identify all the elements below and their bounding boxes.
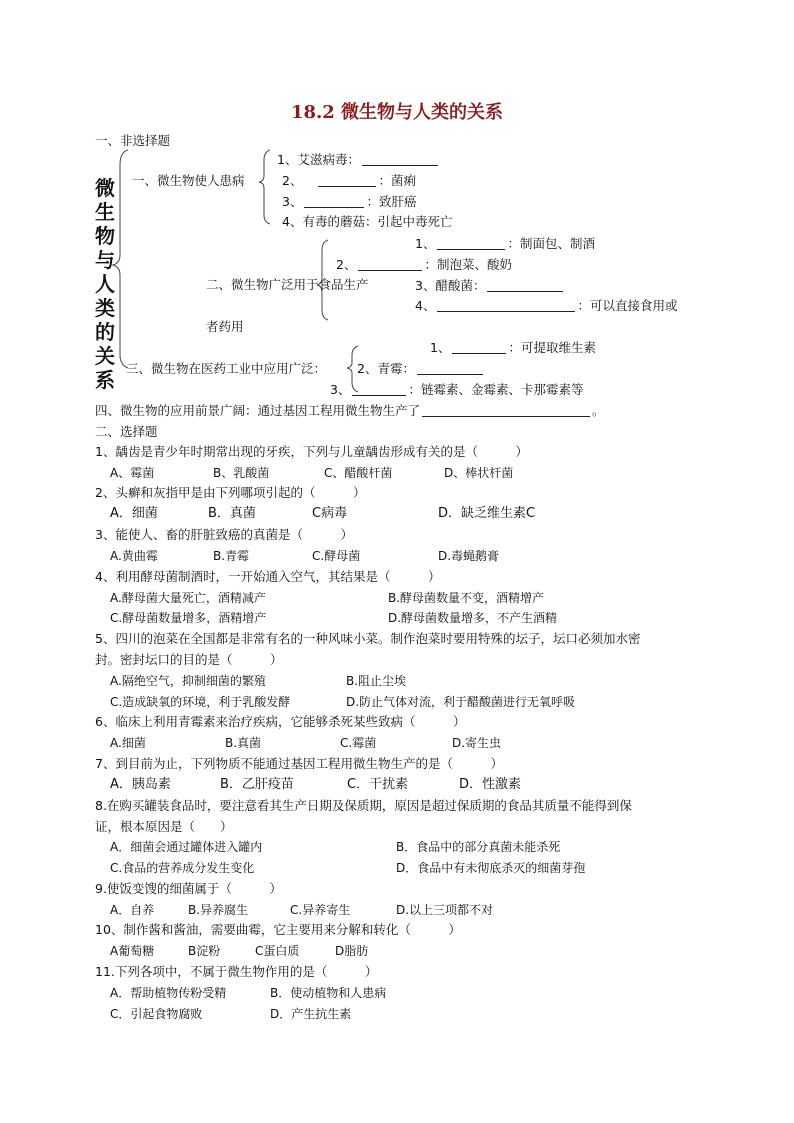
- answer-blank[interactable]: [352, 383, 406, 396]
- option-a[interactable]: A.细菌: [110, 736, 146, 750]
- option-b[interactable]: B．使动植物和人患病: [270, 986, 387, 1000]
- vertical-char: 生: [95, 200, 115, 224]
- option-c[interactable]: C.造成缺氧的环境，利于乳酸发酵: [110, 695, 291, 709]
- question-stem: 7、到目前为止，下列物质不能通过基因工程用微生物生产的是（ ）: [95, 756, 503, 771]
- vertical-char: 系: [95, 368, 115, 392]
- option-a[interactable]: A葡萄糖: [110, 944, 155, 958]
- answer-blank[interactable]: [452, 341, 506, 354]
- option-d[interactable]: D.酵母菌数量增多，不产生酒精: [388, 611, 558, 625]
- option-a[interactable]: A．细菌: [110, 506, 158, 521]
- answer-blank[interactable]: [437, 237, 505, 250]
- question-stem: 1、龋齿是青少年时期常出现的牙疾，下列与儿童龋齿形成有关的是（ ）: [95, 444, 528, 459]
- g3-item1: 1、 ：可提取维生素: [430, 340, 596, 355]
- vertical-char: 与: [95, 248, 115, 272]
- option-a[interactable]: A、霉菌: [110, 466, 155, 480]
- vertical-char: 关: [95, 344, 115, 368]
- g2-item3: 3、醋酸菌：: [415, 278, 565, 294]
- option-b[interactable]: B.真菌: [225, 736, 262, 750]
- answer-blank[interactable]: [437, 299, 575, 312]
- option-c[interactable]: C、醋酸杆菌: [324, 466, 393, 480]
- option-d[interactable]: D．产生抗生素: [270, 1007, 352, 1021]
- option-b[interactable]: B淀粉: [188, 944, 221, 958]
- g3-item3: 3、 ：链霉素、金霉素、卡那霉素等: [330, 382, 584, 397]
- g1-item4: 4、有毒的蘑菇：引起中毒死亡: [282, 214, 453, 229]
- option-d[interactable]: D.毒蝇鹅膏: [438, 549, 500, 563]
- option-c[interactable]: C.酵母菌数量增多，酒精增产: [110, 611, 267, 625]
- option-a[interactable]: A.酵母菌大量死亡，酒精减产: [110, 591, 266, 605]
- option-b[interactable]: B、乳酸菌: [213, 466, 270, 480]
- main-brace: [113, 150, 128, 368]
- question-stem: 3、能使人、畜的肝脏致癌的真菌是（ ）: [95, 527, 353, 542]
- question-stem: 10、制作酱和酱油，需要曲霉，它主要用来分解和转化（ ）: [95, 922, 461, 937]
- question-stem: 6、临床上利用青霉素来治疗疾病，它能够杀死某些致病（ ）: [95, 714, 466, 729]
- option-a[interactable]: A．细菌会通过罐体进入罐内: [110, 840, 263, 854]
- option-d[interactable]: D．食品中有未彻底杀灭的细菌芽孢: [396, 861, 586, 875]
- option-a[interactable]: A.黄曲霉: [110, 549, 158, 563]
- option-a[interactable]: A．自养: [110, 903, 155, 917]
- option-c[interactable]: C.异养寄生: [290, 903, 351, 917]
- option-d[interactable]: D.防止气体对流，利于醋酸菌进行无氧呼吸: [346, 695, 576, 709]
- group3-label: 三、微生物在医药工业中应用广泛：: [126, 361, 327, 376]
- option-a[interactable]: A.隔绝空气，抑制细菌的繁殖: [110, 674, 266, 688]
- option-d[interactable]: D．性激素: [459, 777, 522, 792]
- option-c[interactable]: C蛋白质: [255, 944, 300, 958]
- option-d[interactable]: D．缺乏维生素C: [438, 506, 536, 521]
- option-d[interactable]: D.以上三项都不对: [396, 903, 494, 917]
- question-stem: 2、头癣和灰指甲是由下列哪项引起的（ ）: [95, 485, 366, 500]
- g1-item1: 1、艾滋病毒：: [277, 152, 440, 168]
- answer-blank[interactable]: [362, 153, 438, 166]
- answer-blank[interactable]: [417, 362, 483, 375]
- option-c[interactable]: C.霉菌: [340, 736, 377, 750]
- question-stem-cont: 证，根本原因是（ ）: [95, 819, 233, 834]
- g2-item4: 4、 ：可以直接食用或: [415, 298, 678, 313]
- option-c[interactable]: C．干扰素: [347, 777, 409, 792]
- option-d[interactable]: D脂肪: [335, 944, 369, 958]
- option-d[interactable]: D、棒状杆菌: [444, 466, 514, 480]
- page-title: 18.2 微生物与人类的关系: [290, 102, 504, 123]
- g3-item2: 2、青霉：: [357, 361, 485, 377]
- option-c[interactable]: C.食品的营养成分发生变化: [110, 861, 255, 875]
- brace-g1: [259, 150, 270, 224]
- answer-blank[interactable]: [487, 279, 563, 292]
- question-stem: 5、四川的泡菜在全国都是非常有名的一种风味小菜。制作泡菜时要用特殊的坛子，坛口必须加水密: [95, 631, 641, 646]
- group1-label: 一、微生物使人患病: [132, 173, 245, 188]
- section1-heading: 一、非选择题: [95, 133, 171, 148]
- question-stem: 4、利用酵母菌制酒时，一开始通入空气，其结果是（ ）: [95, 569, 441, 584]
- answer-blank[interactable]: [304, 195, 364, 208]
- option-a[interactable]: A．帮助植物传粉受精: [110, 986, 227, 1000]
- g1-item2: 2、 ：菌痢: [282, 173, 416, 188]
- option-c[interactable]: C病毒: [312, 506, 348, 521]
- g1-item3: 3、 ：致肝癌: [282, 194, 417, 209]
- answer-blank[interactable]: [422, 404, 590, 417]
- option-b[interactable]: B.阻止尘埃: [346, 674, 407, 688]
- option-b[interactable]: B.异养腐生: [188, 903, 249, 917]
- option-c[interactable]: C.酵母菌: [312, 549, 361, 563]
- vertical-char: 类: [95, 296, 115, 320]
- group4-line: 四、微生物的应用前景广阔：通过基因工程用微生物生产了 。: [95, 403, 605, 418]
- option-b[interactable]: B．乙肝疫苗: [220, 777, 294, 792]
- option-b[interactable]: B.酵母菌数量不变，酒精增产: [388, 591, 545, 605]
- vertical-char: 物: [95, 224, 115, 248]
- option-a[interactable]: A．胰岛素: [110, 777, 171, 792]
- vertical-char: 微: [95, 176, 115, 200]
- vertical-char: 人: [95, 272, 115, 296]
- option-b[interactable]: B．食品中的部分真菌未能杀死: [396, 840, 561, 854]
- question-stem: 8.在购买罐装食品时，要注意看其生产日期及保质期，原因是超过保质期的食品其质量不能得到保: [95, 798, 632, 813]
- question-stem: 9.使饭变馊的细菌属于（ ）: [95, 881, 282, 896]
- option-c[interactable]: C．引起食物腐败: [110, 1007, 203, 1021]
- answer-blank[interactable]: [318, 174, 376, 187]
- section2-heading: 二、选择题: [95, 424, 158, 439]
- g2-item1: 1、 ：制面包、制酒: [415, 236, 595, 251]
- g2-item2: 2、 ：制泡菜、酸奶: [336, 257, 512, 272]
- option-b[interactable]: B．真菌: [208, 506, 256, 521]
- group2-label: 二、微生物广泛用于食品生产: [206, 277, 369, 292]
- question-stem-cont: 封。密封坛口的目的是（ ）: [95, 652, 283, 667]
- option-d[interactable]: D.寄生虫: [452, 736, 502, 750]
- vertical-char: 的: [95, 320, 115, 344]
- g2-item4-cont: 者药用: [206, 319, 244, 334]
- option-b[interactable]: B.青霉: [213, 549, 250, 563]
- question-stem: 11.下列各项中，不属于微生物作用的是（ ）: [95, 964, 378, 979]
- answer-blank[interactable]: [358, 258, 422, 271]
